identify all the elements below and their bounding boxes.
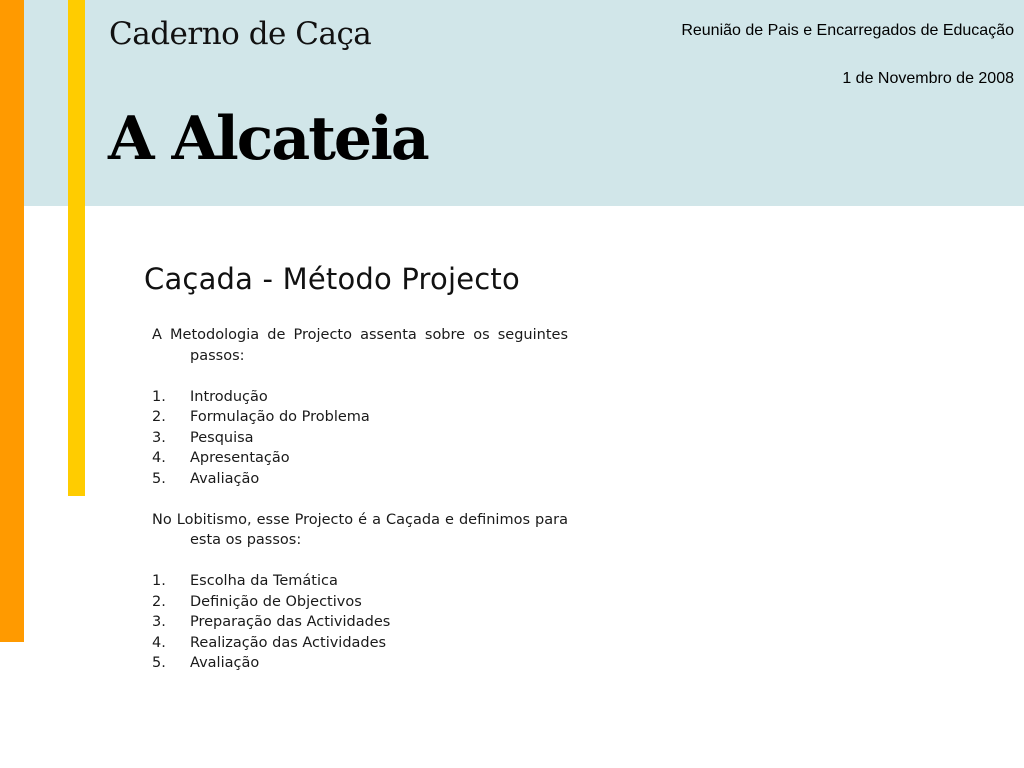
list-text: Pesquisa — [190, 429, 254, 446]
list-number: 4. — [152, 450, 166, 466]
slide-subtitle: Caderno de Caça — [109, 16, 372, 52]
list-item — [152, 571, 568, 592]
body-text — [152, 325, 568, 674]
yellow-accent-bar — [68, 0, 85, 496]
list-text: Avaliação — [190, 655, 260, 671]
section-heading: Caçada - Método Projecto — [144, 262, 520, 296]
list-number: 5. — [152, 470, 166, 487]
methodology-steps-list — [152, 387, 568, 490]
list-number: 1. — [152, 573, 166, 589]
list-number: 3. — [152, 614, 166, 630]
list-item — [152, 469, 568, 490]
intro-paragraph: A Metodologia de Projecto assenta sobre os seguintes passos: — [152, 327, 568, 364]
meeting-date: 1 de Novembro de 2008 — [842, 70, 1014, 87]
list-text: Realização das Actividades — [190, 634, 387, 651]
list-item — [152, 387, 568, 408]
list-number: 5. — [152, 655, 166, 671]
list-text: Definição de Objectivos — [190, 593, 362, 610]
list-number: 2. — [152, 593, 166, 610]
list-item — [152, 612, 568, 633]
list-item — [152, 592, 568, 613]
list-item — [152, 407, 568, 428]
list-item — [152, 633, 568, 654]
meeting-title: Reunião de Pais e Encarregados de Educação — [681, 22, 1014, 39]
list-text: Preparação das Actividades — [190, 614, 391, 630]
list-number: 4. — [152, 634, 166, 651]
hunt-steps-list — [152, 571, 568, 674]
list-item — [152, 448, 568, 469]
list-item — [152, 653, 568, 674]
orange-accent-bar — [0, 0, 24, 642]
list-text: Formulação do Problema — [190, 409, 370, 425]
lobitismo-paragraph: No Lobitismo, esse Projecto é a Caçada e definimos para esta os passos: — [152, 511, 568, 548]
list-text: Escolha da Temática — [190, 573, 338, 589]
list-number: 1. — [152, 388, 166, 405]
list-text: Avaliação — [190, 470, 260, 487]
list-text: Apresentação — [190, 450, 290, 466]
list-number: 3. — [152, 429, 166, 446]
list-text: Introdução — [190, 388, 268, 405]
list-item — [152, 428, 568, 449]
list-number: 2. — [152, 409, 166, 425]
slide-title: A Alcateia — [108, 104, 428, 174]
